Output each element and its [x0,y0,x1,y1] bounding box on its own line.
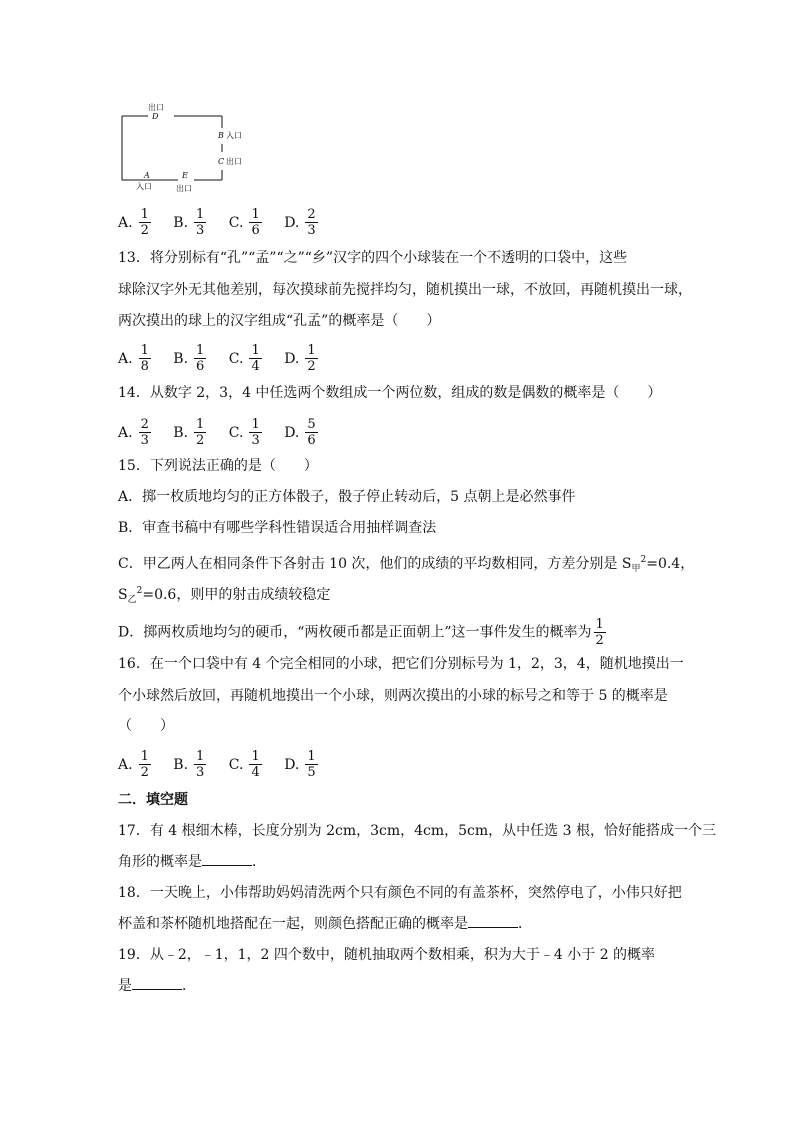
q14-option-b[interactable]: B. $\frac{1}{2}$ [173,417,205,448]
q15-stem: 15．下列说法正确的是（ ） [118,458,318,474]
diagram-label-c: C [218,157,225,166]
q18-stem-line2: 杯盖和茶杯随机地搭配在一起，则颜色搭配正确的概率是 ． [118,916,532,932]
q15-option-b[interactable]: B．审查书稿中有哪些学科性错误适合用抽样调查法 [118,520,437,536]
q13-option-b[interactable]: B. $\frac{1}{6}$ [173,343,205,374]
q16-option-b[interactable]: B. $\frac{1}{3}$ [173,749,205,780]
q17-stem-line1: 17．有 4 根细木棒，长度分别为 2cm，3cm，4cm，5cm，从中任选 3 根，恰好能搭成一个三 [118,823,716,839]
q13-stem-line2: 球除汉字外无其他差别，每次摸球前先搅拌均匀，随机摸出一球，不放回，再随机摸出一球， [118,282,692,298]
q19-stem-line2: 是 ． [118,978,196,994]
q12-option-c[interactable]: C. $\frac{1}{6}$ [228,207,260,238]
diagram-label-a: A [144,171,150,180]
diagram-label-c-exit: 出口 [226,157,242,166]
q14-stem: 14．从数字 2，3，4 中任选两个数组成一个两位数，组成的数是偶数的概率是（ ） [118,385,662,401]
q19-answer-blank[interactable] [132,977,182,990]
diagram-label-b-entry: 入口 [226,131,242,140]
q16-stem-line2: 个小球然后放回，再随机地摸出一个小球，则两次摸出的小球的标号之和等于 5 的概率是 [118,688,668,704]
q15-option-d[interactable]: D．掷两枚质地均匀的硬币，“两枚硬币都是正面朝上”这一事件发生的概率为 $\frac{1}{2}$ [118,617,604,648]
q16-stem-line1: 16．在一个口袋中有 4 个完全相同的小球，把它们分别标号为 1，2，3，4，随机地摸出一 [118,656,684,672]
q15-option-c-line1[interactable]: C．甲乙两人在相同条件下各射击 10 次，他们的成绩的平均数相同，方差分别是 $S_甲^2=0.4$， [118,555,695,574]
diagram-label-exit-top: 出口 [148,103,164,112]
q19-stem-line1: 19．从﹣2，﹣1，1，2 四个数中，随机抽取两个数相乘，积为大于﹣4 小于 2 的概率 [118,947,656,963]
q13-stem-line3: 两次摸出的球上的汉字组成“孔孟”的概率是（ ） [118,313,441,329]
section-title-fill-in: 二．填空题 [118,792,188,808]
q15-option-d-fraction: $\frac{1}{2}$ [595,617,604,648]
q13-stem-line1: 13．将分别标有“孔”“孟”“之”“乡”汉字的四个小球装在一个不透明的口袋中，这些 [118,250,628,266]
q13-option-d[interactable]: D. $\frac{1}{2}$ [284,343,316,374]
q17-stem-line2: 角形的概率是 ． [118,854,266,870]
q14-option-d[interactable]: D. $\frac{5}{6}$ [284,417,316,448]
q12-option-a[interactable]: A. $\frac{1}{2}$ [118,207,149,238]
q18-answer-blank[interactable] [468,915,518,928]
q13-option-c[interactable]: C. $\frac{1}{4}$ [228,343,260,374]
diagram-label-b: B [218,131,224,140]
q15-option-a[interactable]: A．掷一枚质地均匀的正方体骰子，骰子停止转动后，5 点朝上是必然事件 [118,489,576,505]
diagram-label-a-entry: 入口 [136,182,152,191]
q14-option-a[interactable]: A. $\frac{2}{3}$ [118,417,149,448]
q16-options [118,750,336,779]
q16-option-d[interactable]: D. $\frac{1}{5}$ [284,749,316,780]
q12-option-d[interactable]: D. $\frac{2}{3}$ [284,207,316,238]
q12-options [118,208,336,237]
diagram-label-e: E [182,171,188,180]
q17-answer-blank[interactable] [202,853,252,866]
q16-stem-line3: （ ） [118,718,174,734]
q18-stem-line1: 18．一天晚上，小伟帮助妈妈清洗两个只有颜色不同的有盖茶杯，突然停电了，小伟只好把 [118,885,682,901]
diagram-label-d: D [152,112,159,121]
diagram-label-e-exit: 出口 [176,184,192,193]
q13-option-a[interactable]: A. $\frac{1}{8}$ [118,343,149,374]
q13-options [118,344,336,373]
q14-options [118,418,336,447]
q15-option-c-line2: $S_乙^2=0.6$，则甲的射击成绩较稳定 [118,586,331,605]
maze-diagram [118,98,248,193]
q16-option-a[interactable]: A. $\frac{1}{2}$ [118,749,149,780]
q12-option-b[interactable]: B. $\frac{1}{3}$ [173,207,205,238]
q14-option-c[interactable]: C. $\frac{1}{3}$ [228,417,260,448]
q16-option-c[interactable]: C. $\frac{1}{4}$ [228,749,260,780]
